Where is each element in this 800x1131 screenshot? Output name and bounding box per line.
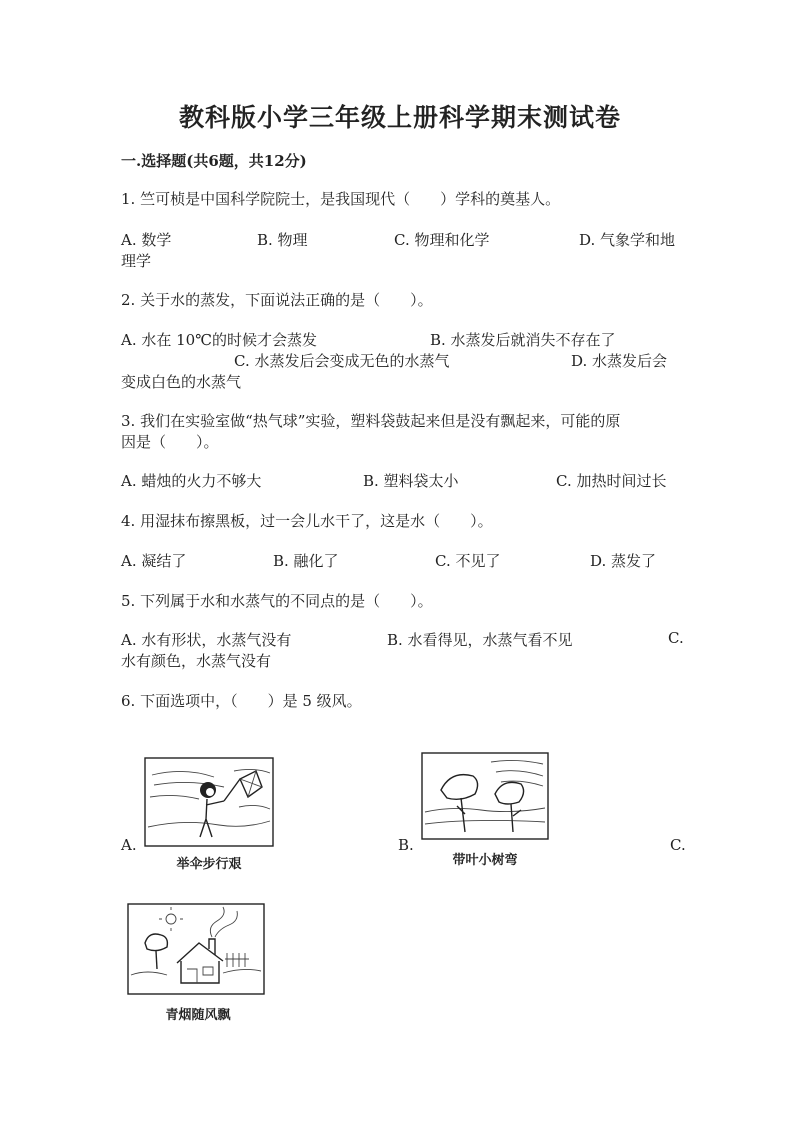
question-2-option-b: B. 水蒸发后就消失不存在了 xyxy=(430,331,616,349)
question-3-option-a: A. 蜡烛的火力不够大 xyxy=(121,472,262,490)
question-3-option-b: B. 塑料袋太小 xyxy=(363,472,459,490)
question-1-option-d: D. 气象学和地 xyxy=(579,231,676,249)
question-2-option-d: D. 水蒸发后会 xyxy=(571,352,668,370)
question-5-option-a: A. 水有形状，水蒸气没有 xyxy=(121,631,292,649)
question-1-option-b: B. 物理 xyxy=(257,231,308,249)
chimney-smoke-illustration xyxy=(127,903,265,995)
question-4-option-d: D. 蒸发了 xyxy=(590,552,657,570)
question-4-option-b: B. 融化了 xyxy=(273,552,339,570)
caption-a: 举伞步行艰 xyxy=(176,857,242,872)
question-1-option-a: A. 数学 xyxy=(121,231,172,249)
question-2-stem: 2. 关于水的蒸发，下面说法正确的是（ ）。 xyxy=(121,291,433,309)
caption-c: 青烟随风飘 xyxy=(165,1008,231,1023)
bending-trees-illustration xyxy=(421,752,549,840)
question-1-option-d-continued: 理学 xyxy=(121,252,152,270)
question-6-option-c: C. xyxy=(670,836,686,854)
question-5-option-b: B. 水看得见，水蒸气看不见 xyxy=(387,631,573,649)
question-3-option-c: C. 加热时间过长 xyxy=(556,472,667,490)
question-2-option-a: A. 水在 10℃的时候才会蒸发 xyxy=(121,331,318,349)
question-3-stem-continued: 因是（ ）。 xyxy=(121,433,219,451)
question-2-option-d-continued: 变成白色的水蒸气 xyxy=(121,373,242,391)
question-2-option-c: C. 水蒸发后会变成无色的水蒸气 xyxy=(234,352,450,370)
question-4-option-c: C. 不见了 xyxy=(435,552,501,570)
question-6-option-b: B. xyxy=(398,836,414,854)
question-1-stem: 1. 竺可桢是中国科学院院士，是我国现代（ ）学科的奠基人。 xyxy=(121,190,561,208)
page-title: 教科版小学三年级上册科学期末测试卷 xyxy=(178,103,621,132)
question-4-option-a: A. 凝结了 xyxy=(121,552,187,570)
question-5-option-c: C. xyxy=(668,629,684,647)
question-4-stem: 4. 用湿抹布擦黑板，过一会儿水干了，这是水（ ）。 xyxy=(121,512,493,530)
caption-b: 带叶小树弯 xyxy=(452,853,518,868)
question-1-option-c: C. 物理和化学 xyxy=(394,231,490,249)
question-6-option-a: A. xyxy=(121,836,137,854)
question-3-stem: 3. 我们在实验室做“热气球”实验，塑料袋鼓起来但是没有飘起来，可能的原 xyxy=(121,412,621,430)
umbrella-wind-illustration xyxy=(144,757,274,847)
question-5-option-c-continued: 水有颜色，水蒸气没有 xyxy=(121,652,272,670)
section-heading: 一.选择题(共6题，共12分) xyxy=(121,152,307,170)
question-6-stem: 6. 下面选项中，（ ）是 5 级风。 xyxy=(121,692,362,710)
question-5-stem: 5. 下列属于水和水蒸气的不同点的是（ ）。 xyxy=(121,592,433,610)
